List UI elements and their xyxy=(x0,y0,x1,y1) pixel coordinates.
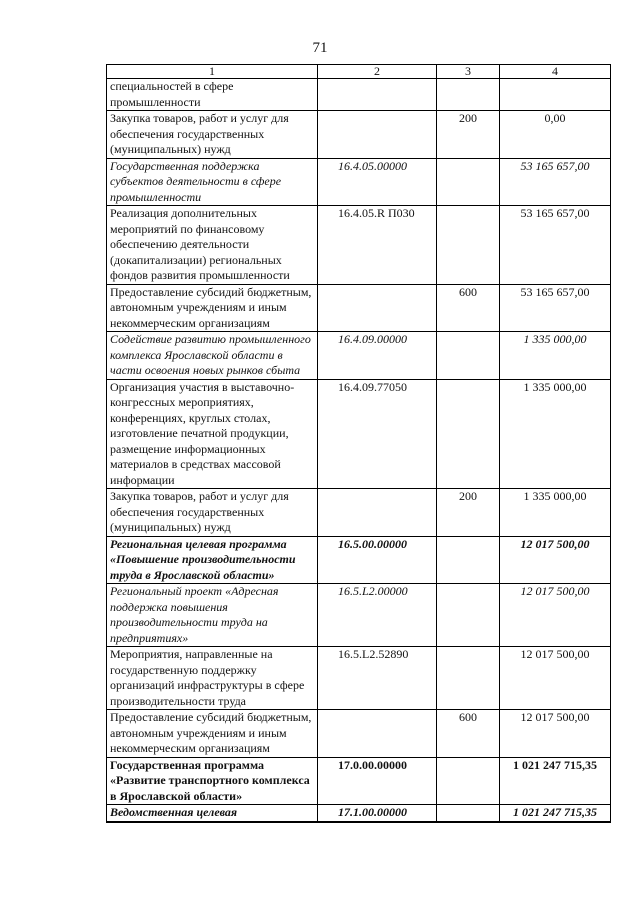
row-type-cell xyxy=(437,536,500,584)
row-name-cell: Предоставление субсидий бюджетным, автономным учреждениям и иным некоммерческим организациям xyxy=(107,710,318,758)
table-row xyxy=(107,757,611,805)
row-amount-cell: 12 017 500,00 xyxy=(500,647,611,710)
row-amount-cell: 1 335 000,00 xyxy=(500,332,611,380)
row-type-cell xyxy=(437,79,500,111)
table-row xyxy=(107,489,611,537)
row-code-cell: 17.0.00.00000 xyxy=(318,757,437,805)
row-amount-cell: 53 165 657,00 xyxy=(500,158,611,206)
page-number: 71 xyxy=(312,40,328,56)
row-type-cell xyxy=(437,805,500,822)
row-name-cell: Региональная целевая программа «Повышение производительности труда в Ярославской области» xyxy=(107,536,318,584)
row-name-cell: Предоставление субсидий бюджетным, автономным учреждениям и иным некоммерческим организациям xyxy=(107,284,318,332)
table-row xyxy=(107,284,611,332)
row-name-cell: Закупка товаров, работ и услуг для обеспечения государственных (муниципальных) нужд xyxy=(107,111,318,159)
row-name-cell: Организация участия в выставочно-конгрессных мероприятиях, конференциях, круглых столах, изготовление печатной продукции, размещение информационных материалов в средствах массовой информации xyxy=(107,379,318,489)
column-number: 2 xyxy=(318,65,437,79)
row-amount-cell: 53 165 657,00 xyxy=(500,284,611,332)
row-amount-cell xyxy=(500,79,611,111)
row-code-cell xyxy=(318,284,437,332)
row-type-cell: 200 xyxy=(437,111,500,159)
row-type-cell xyxy=(437,158,500,206)
row-amount-cell: 53 165 657,00 xyxy=(500,206,611,285)
column-number: 1 xyxy=(107,65,318,79)
row-name-cell: Ведомственная целевая xyxy=(107,805,318,822)
table-row xyxy=(107,206,611,285)
row-code-cell: 16.4.09.00000 xyxy=(318,332,437,380)
row-amount-cell: 1 021 247 715,35 xyxy=(500,805,611,822)
row-type-cell xyxy=(437,206,500,285)
row-type-cell: 200 xyxy=(437,489,500,537)
column-number-row xyxy=(107,65,611,79)
table-row xyxy=(107,536,611,584)
row-code-cell: 16.4.09.77050 xyxy=(318,379,437,489)
row-name-cell: Региональный проект «Адресная поддержка повышения производительности труда на предприятиях» xyxy=(107,584,318,647)
row-code-cell: 16.5.00.00000 xyxy=(318,536,437,584)
column-number: 3 xyxy=(437,65,500,79)
row-code-cell xyxy=(318,489,437,537)
table-row xyxy=(107,584,611,647)
table-row xyxy=(107,710,611,758)
row-name-cell: Содействие развитию промышленного комплекса Ярославской области в части освоения новых рынков сбыта xyxy=(107,332,318,380)
row-code-cell: 16.5.L2.52890 xyxy=(318,647,437,710)
row-code-cell: 16.4.05.00000 xyxy=(318,158,437,206)
row-code-cell xyxy=(318,79,437,111)
row-amount-cell: 1 335 000,00 xyxy=(500,489,611,537)
row-amount-cell: 12 017 500,00 xyxy=(500,710,611,758)
table-row xyxy=(107,111,611,159)
row-code-cell: 16.4.05.R П030 xyxy=(318,206,437,285)
table-row xyxy=(107,647,611,710)
table-row xyxy=(107,79,611,111)
table-row xyxy=(107,332,611,380)
row-name-cell: Мероприятия, направленные на государственную поддержку организаций инфраструктуры в сфере производительности труда xyxy=(107,647,318,710)
budget-table xyxy=(106,64,611,823)
row-name-cell: Реализация дополнительных мероприятий по финансовому обеспечению деятельности (докапитализации) региональных фондов развития промышленности xyxy=(107,206,318,285)
row-code-cell xyxy=(318,710,437,758)
row-amount-cell: 12 017 500,00 xyxy=(500,536,611,584)
row-amount-cell: 1 021 247 715,35 xyxy=(500,757,611,805)
row-type-cell xyxy=(437,584,500,647)
column-number: 4 xyxy=(500,65,611,79)
row-code-cell xyxy=(318,111,437,159)
row-name-cell: Государственная программа «Развитие транспортного комплекса в Ярославской области» xyxy=(107,757,318,805)
row-amount-cell: 0,00 xyxy=(500,111,611,159)
table-row xyxy=(107,158,611,206)
row-type-cell xyxy=(437,647,500,710)
row-type-cell xyxy=(437,757,500,805)
row-type-cell xyxy=(437,332,500,380)
row-amount-cell: 1 335 000,00 xyxy=(500,379,611,489)
row-name-cell: Закупка товаров, работ и услуг для обеспечения государственных (муниципальных) нужд xyxy=(107,489,318,537)
row-amount-cell: 12 017 500,00 xyxy=(500,584,611,647)
row-type-cell xyxy=(437,379,500,489)
table-row xyxy=(107,805,611,822)
row-name-cell: специальностей в сфере промышленности xyxy=(107,79,318,111)
row-type-cell: 600 xyxy=(437,284,500,332)
row-name-cell: Государственная поддержка субъектов деятельности в сфере промышленности xyxy=(107,158,318,206)
row-code-cell: 17.1.00.00000 xyxy=(318,805,437,822)
row-code-cell: 16.5.L2.00000 xyxy=(318,584,437,647)
row-type-cell: 600 xyxy=(437,710,500,758)
table-row xyxy=(107,379,611,489)
